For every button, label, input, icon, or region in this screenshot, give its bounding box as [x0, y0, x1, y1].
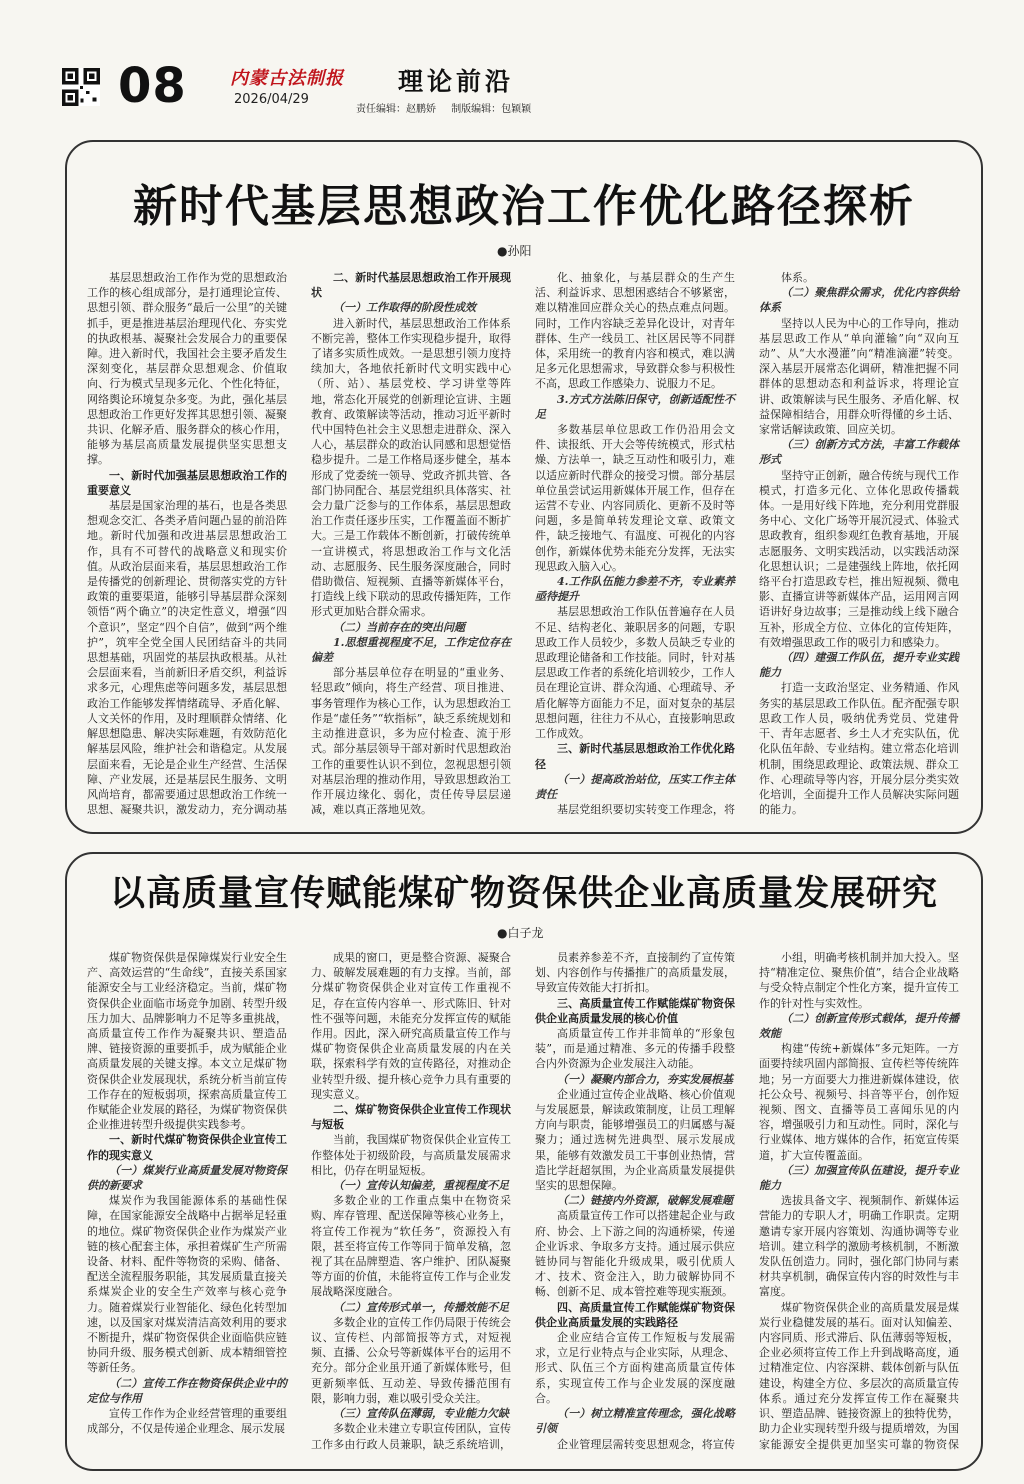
article-1-column	[759, 270, 959, 816]
paragraph: 多数企业未建立专职宣传团队，宣传工作多由行政人员兼职，缺乏系统培训，	[311, 1422, 511, 1451]
subsection-heading: （四）建强工作队伍，提升专业实践能力	[759, 651, 959, 680]
subheading: 一、新时代煤矿物资保供企业宣传工作的现实意义	[87, 1133, 287, 1162]
page-number: 08	[118, 58, 187, 114]
article-2-title: 以高质量宣传赋能煤矿物资保供企业高质量发展研究	[109, 874, 938, 914]
article-2-columns	[87, 950, 963, 1453]
editor-label: 责任编辑：赵鹏娇	[356, 104, 436, 115]
paragraph: 小组，明确考核机制并加大投入。坚持“精准定位、聚焦价值”，结合企业战略与受众特点制定个性化方案，提升宣传工作的针对性与实效性。	[759, 951, 959, 1010]
paragraph: 企业管理层需转变思想观念，将宣传	[557, 1437, 735, 1451]
paragraph: 高质量宣传工作可以搭建起企业与政府、协会、上下游之间的沟通桥梁，传递企业诉求、争取多方支持。通过展示供应链协同与智能化升级成果，吸引优质人才、技术、资金注入，助力破解协同不畅、创新不足、成本管控难等现实瓶颈。	[535, 1209, 735, 1299]
paragraph: 部分基层单位存在明显的“重业务、轻思政”倾向，将生产经营、项目推进、事务管理作为核心工作，认为思想政治工作是“虚任务”“软指标”，缺乏系统规划和主动推进意识，多为应付检查、流于形式。部分基层领导干部对新时代思想政治工作的重要性认识不到位，忽视思想引领对基层治理的推动作用，导致思想政治工作开展边缘化、弱化，责任传导层层递减，难以真正落地见效。	[311, 666, 511, 816]
paragraph: 成果的窗口，更是整合资源、凝聚合力、破解发展难题的有力支撑。当前，部分煤矿物资保供企业对宣传工作重视不足，存在宣传内容单一、形式陈旧、针对性不强等问题，未能充分发挥宣传的赋能作用。因此，深入研究高质量宣传工作与煤矿物资保供企业高质量发展的内在关联，探索科学有效的宣传路径，对推动企业转型升级、提升核心竞争力具有重要的现实意义。	[311, 951, 511, 1101]
paragraph: 企业应结合宣传工作短板与发展需求，立足行业特点与企业实际，从理念、形式、队伍三个方面构建高质量宣传体系，实现宣传工作与企业发展的深度融合。	[535, 1331, 735, 1405]
paragraph: 基层思想政治工作作为党的思想政治工作的核心组成部分，是打通理论宣传、思想引领、群众服务“最后一公里”的关键抓手，更是推进基层治理现代化、夯实党的执政根基、凝聚社会发展合力的重要保障。进入新时代，我国社会主要矛盾发生深刻变化，基层群众思想观念、价值取向、行为模式呈现多元化、个性化特征，网络舆论环境复杂多变。为此，强化基层思想政治工作更好发挥其思想引领、凝聚共识、化解矛盾、服务群众的核心作用，能够为基层高质量发展提供坚实思想支撑。	[87, 271, 287, 467]
paragraph: 当前，我国煤矿物资保供企业宣传工作整体处于初级阶段，与高质量发展需求相比，仍存在明显短板。	[311, 1133, 511, 1177]
subsection-heading: 4.工作队伍能力参差不齐，专业素养亟待提升	[535, 575, 735, 604]
subheading: 一、新时代加强基层思想政治工作的重要意义	[87, 468, 287, 497]
article-2-column	[759, 950, 959, 1453]
paragraph: 基层党组织要切实转变工作理念，将	[557, 803, 735, 816]
paragraph: 多数企业的宣传工作仍局限于传统会议、宣传栏、内部简报等方式，对短视频、直播、公众号等新媒体平台的运用不充分。部分企业虽开通了新媒体账号，但更新频率低、互动差、导致传播范围有限，影响力弱，难以吸引受众关注。	[311, 1315, 511, 1405]
subsection-heading: （二）链接内外资源，破解发展难题	[557, 1194, 733, 1208]
subsection-heading: （三）宣传队伍薄弱，专业能力欠缺	[333, 1407, 509, 1421]
designer-label: 制版编辑：包颖颖	[451, 104, 532, 115]
subsection-heading: （二）聚焦群众需求，优化内容供给体系	[759, 286, 959, 315]
article-1-byline: ●孙阳	[497, 244, 532, 258]
article-1-column	[535, 270, 735, 816]
paragraph: 基层思想政治工作队伍普遍存在人员不足、结构老化、兼职居多的问题，专职思政工作人员较少，多数人员缺乏专业的思政理论储备和工作技能。同时，针对基层思政工作者的系统化培训较少，工作人员在理论宣讲、群众沟通、心理疏导、矛盾化解等方面能力不足，面对复杂的基层思想问题，往往力不从心，直接影响思政工作成效。	[535, 605, 735, 741]
article-2	[65, 852, 983, 1471]
paragraph: 高质量宣传工作并非简单的“形象包装”，而是通过精准、多元的传播手段整合内外资源为企业发展注入动能。	[535, 1027, 735, 1071]
newspaper-logo: 内蒙古法制报	[230, 68, 344, 89]
paragraph: 打造一支政治坚定、业务精通、作风务实的基层思政工作队伍。配齐配强专职思政工作人员，吸纳优秀党员、党建骨干、青年志愿者、乡土人才充实队伍，优化队伍年龄、专业结构。建立常态化培训机制，围绕思政理论、政策法规、群众工作、心理疏导等内容，开展分层分类实效化培训，全面提升工作人员解决实际问题的能力。	[759, 681, 959, 816]
subheading: 三、新时代基层思想政治工作优化路径	[535, 742, 735, 771]
article-1-column	[87, 270, 287, 816]
subheading: 四、高质量宣传工作赋能煤矿物资保供企业高质量发展的实践路径	[535, 1300, 735, 1329]
subheading: 二、煤矿物资保供企业宣传工作现状与短板	[311, 1103, 511, 1132]
article-1	[65, 140, 983, 834]
paragraph: 宣传工作作为企业经营管理的重要组成部分，不仅是传递企业理念、展示发展	[87, 1407, 287, 1436]
subsection-heading: （一）凝聚内部合力，夯实发展根基	[557, 1072, 733, 1086]
paragraph: 员素养参差不齐，直接制约了宣传策划、内容创作与传播推广的高质量发展，导致宣传效能大打折扣。	[535, 951, 735, 995]
paragraph: 企业通过宣传企业战略、核心价值观与发展愿景，解读政策制度，让员工理解方向与职责，能够增强员工的归属感与凝聚力；通过选树先进典型、展示发展成果，能够有效激发员工干事创业热情，营造比学赶超氛围，为企业高质量发展提供坚实的思想保障。	[535, 1087, 735, 1193]
subheading: 三、高质量宣传工作赋能煤矿物资保供企业高质量发展的核心价值	[535, 996, 735, 1025]
subsection-heading: （三）创新方式方法，丰富工作载体形式	[759, 438, 959, 467]
paragraph: 煤矿物资保供是保障煤炭行业安全生产、高效运营的“生命线”，直接关系国家能源安全与工业经济稳定。当前，煤矿物资保供企业面临市场竞争加剧、转型升级压力加大、品牌影响力不足等多重挑战，高质量宣传工作作为凝聚共识、塑造品牌、链接资源的重要抓手，成为赋能企业高质量发展的关键支撑。本文立足煤矿物资保供企业发展现状，系统分析当前宣传工作存在的短板弱项，探索高质量宣传工作赋能企业发展的路径，为煤矿物资保供企业推进转型升级提供实践参考。	[87, 951, 287, 1132]
page-header	[60, 58, 990, 120]
article-2-column	[87, 950, 287, 1453]
article-1-column	[311, 270, 511, 816]
paragraph: 煤炭作为我国能源体系的基础性保障，在国家能源安全战略中占据举足轻重的地位。煤矿物资保供企业作为煤炭产业链的核心配套主体，承担着煤矿生产所需设备、材料、配件等物资的采购、储备、配送全流程服务职能，其发展质量直接关系煤炭企业的安全生产效率与核心竞争力。随着煤炭行业智能化、绿色化转型加速，以及国家对煤炭清洁高效利用的要求不断提升，煤矿物资保供企业面临供应链协同升级、服务模式创新、成本精细管控等新任务。	[87, 1194, 287, 1375]
paragraph: 坚持以人民为中心的工作导向，推动基层思政工作从“单向灌输”向“双向互动”、从“大水漫灌”向“精准滴灌”转变。深入基层开展常态化调研，精准把握不同群体的思想动态和利益诉求，将理论宣讲、政策解读与民生服务、矛盾化解、权益保障相结合，用群众听得懂的乡土话、家常话解读政策、回应关切。	[759, 316, 959, 437]
paragraph: 进入新时代，基层思想政治工作体系不断完善，整体工作实现稳步提升，取得了诸多实质性成效。一是思想引领力度持续加大，各地依托新时代文明实践中心（所、站）、基层党校、学习讲堂等阵地，常态化开展党的创新理论宣讲、主题教育、政策解读等活动，推动习近平新时代中国特色社会主义思想走进群众、深入人心，基层群众的政治认同感和思想觉悟稳步提升。二是工作格局逐步健全，基本形成了党委统一领导、党政齐抓共管、各部门协同配合、基层党组织具体落实、社会力量广泛参与的工作体系，基层思想政治工作责任逐步压实，工作覆盖面不断扩大。三是工作载体不断创新，打破传统单一宣讲模式，将思想政治工作与文化活动、志愿服务、民生服务深度融合，同时借助微信、短视频、直播等新媒体平台，打造线上线下联动的思政传播矩阵，工作形式更加贴合群众需求。	[311, 316, 511, 619]
subsection-heading: 3.方式方法陈旧保守，创新适配性不足	[535, 392, 735, 421]
subsection-heading: （二）宣传工作在物资保供企业中的定位与作用	[87, 1376, 287, 1405]
editor-credits	[356, 100, 543, 115]
paragraph: 多数企业的工作重点集中在物资采购、库存管理、配送保障等核心业务上，将宣传工作视为“软任务”，资源投入有限，甚至将宣传工作等同于简单发稿，忽视了其在品牌塑造、客户维护、团队凝聚等方面的价值，未能将宣传工作与企业发展战略深度融合。	[311, 1194, 511, 1299]
paragraph: 多数基层单位思政工作仍沿用会文件、读报纸、开大会等传统模式，形式枯燥、方法单一，缺乏互动性和吸引力，难以适应新时代群众的接受习惯。部分基层单位虽尝试运用新媒体开展工作，但存在运营不专业、内容同质化、更新不及时等问题，多是简单转发理论文章、政策文件，缺乏接地气、有温度、可视化的内容创作，新媒体优势未能充分发挥，无法实现思政入脑入心。	[535, 423, 735, 573]
article-2-byline: ●白子龙	[497, 926, 544, 940]
subsection-heading: （二）当前存在的突出问题	[333, 620, 465, 634]
subsection-heading: （二）宣传形式单一，传播效能不足	[333, 1300, 509, 1314]
article-1-title: 新时代基层思想政治工作优化路径探析	[133, 181, 915, 232]
issue-date: 2026/04/29	[234, 92, 309, 107]
paragraph: 体系。	[781, 271, 814, 284]
subsection-heading: （一）工作取得的阶段性成效	[333, 301, 476, 315]
subsection-heading: （一）宣传认知偏差，重视程度不足	[333, 1179, 509, 1193]
section-title: 理论前沿	[398, 67, 515, 96]
article-2-column	[535, 950, 735, 1453]
subsection-heading: （二）创新宣传形式载体，提升传播效能	[759, 1011, 959, 1041]
subheading: 二、新时代基层思想政治工作开展现状	[311, 271, 511, 300]
subsection-heading: 1.思想重视程度不足，工作定位存在偏差	[311, 635, 511, 665]
subsection-heading: （一）树立精准宣传理念，强化战略引领	[535, 1407, 735, 1436]
qr-code-icon	[62, 68, 100, 106]
subsection-heading: （一）提高政治站位，压实工作主体责任	[535, 772, 735, 801]
paragraph: 构建“传统+新媒体”多元矩阵。一方面要持续巩固内部简报、宣传栏等传统阵地；另一方面要大力推进新媒体建设，依托公众号、视频号、抖音等平台，创作短视频、图文、直播等员工喜闻乐见的内容，增强吸引力和互动性。同时，深化与行业媒体、地方媒体的合作，拓宽宣传渠道，扩大宣传覆盖面。	[759, 1042, 959, 1162]
subsection-heading: （三）加强宣传队伍建设，提升专业能力	[759, 1163, 959, 1193]
paragraph: 化、抽象化，与基层群众的生产生活、利益诉求、思想困惑结合不够紧密，难以精准回应群众关心的热点难点问题。同时，工作内容缺乏差异化设计，对青年群体、生产一线员工、社区居民等不同群体，采用统一的教育内容和模式，难以满足多元化思想需求，导致群众参与积极性不高，思政工作感染力、说服力不足。	[535, 271, 735, 391]
paragraph: 煤矿物资保供企业的高质量发展是煤炭行业稳健发展的基石。面对认知偏差、内容同质、形式滞后、队伍薄弱等短板，企业必须将宣传工作上升到战略高度，通过精准定位、内容深耕、载体创新与队伍建设，构建全方位、多层次的高质量宣传体系。通过充分发挥宣传工作在凝聚共识、塑造品牌、链接资源上的独特优势，助力企业实现转型升级与提质增效，为国家能源安全提供更加坚实可靠的物资保	[759, 1300, 959, 1451]
article-2-column	[311, 950, 511, 1453]
subsection-heading: （一）煤炭行业高质量发展对物资保供的新要求	[87, 1163, 287, 1193]
paragraph: 基层是国家治理的基石，也是各类思想观念交汇、各类矛盾问题凸显的前沿阵地。新时代加强和改进基层思想政治工作，具有不可替代的战略意义和现实价值。从政治层面来看，基层思想政治工作是传播党的创新理论、贯彻落实党的方针政策的重要渠道，能够引导基层群众深刻领悟“两个确立”的决定性意义，增强“四个意识”，坚定“四个自信”，做到“两个维护”，筑牢全党全国人民团结奋斗的共同思想基础，巩固党的基层执政根基。从社会层面来看，当前新旧矛盾交织，利益诉求多元，心理焦虑等问题多发，基层思想政治工作能够发挥情绪疏导、矛盾化解、人文关怀的作用，及时理顺群众情绪、化解思想隐患、解决实际难题，有效防范化解基层风险，维护社会和谐稳定。从发展层面来看，无论是企业生产经营、生活保障、产业发展，还是基层民生服务、文明风尚培育，都需要通过思想政治工作统一思想、凝聚共识，激发动力，充分调动基	[87, 499, 287, 816]
paragraph: 坚持守正创新，融合传统与现代工作模式，打造多元化、立体化思政传播载体。一是用好线下阵地，充分利用党群服务中心、文化广场等开展沉浸式、体验式思政教育，组织参观红色教育基地，开展志愿服务、文明实践活动，以实践活动深化思想认识；二是建强线上阵地，依托网络平台打造思政专栏，推出短视频、微电影、直播宣讲等新媒体产品，运用网言网语讲好身边故事；三是推动线上线下融合互补，形成全方位、立体化的宣传矩阵，有效增强思政工作的吸引力和感染力。	[759, 468, 959, 649]
article-1-columns	[87, 270, 963, 816]
paragraph: 选拔具备文字、视频制作、新媒体运营能力的专职人才，明确工作职责。定期邀请专家开展内容策划、沟通协调等专业培训。建立科学的激励考核机制，不断激发队伍创造力。同时，强化部门协同与素材共享机制，确保宣传内容的时效性与丰富度。	[759, 1194, 959, 1299]
